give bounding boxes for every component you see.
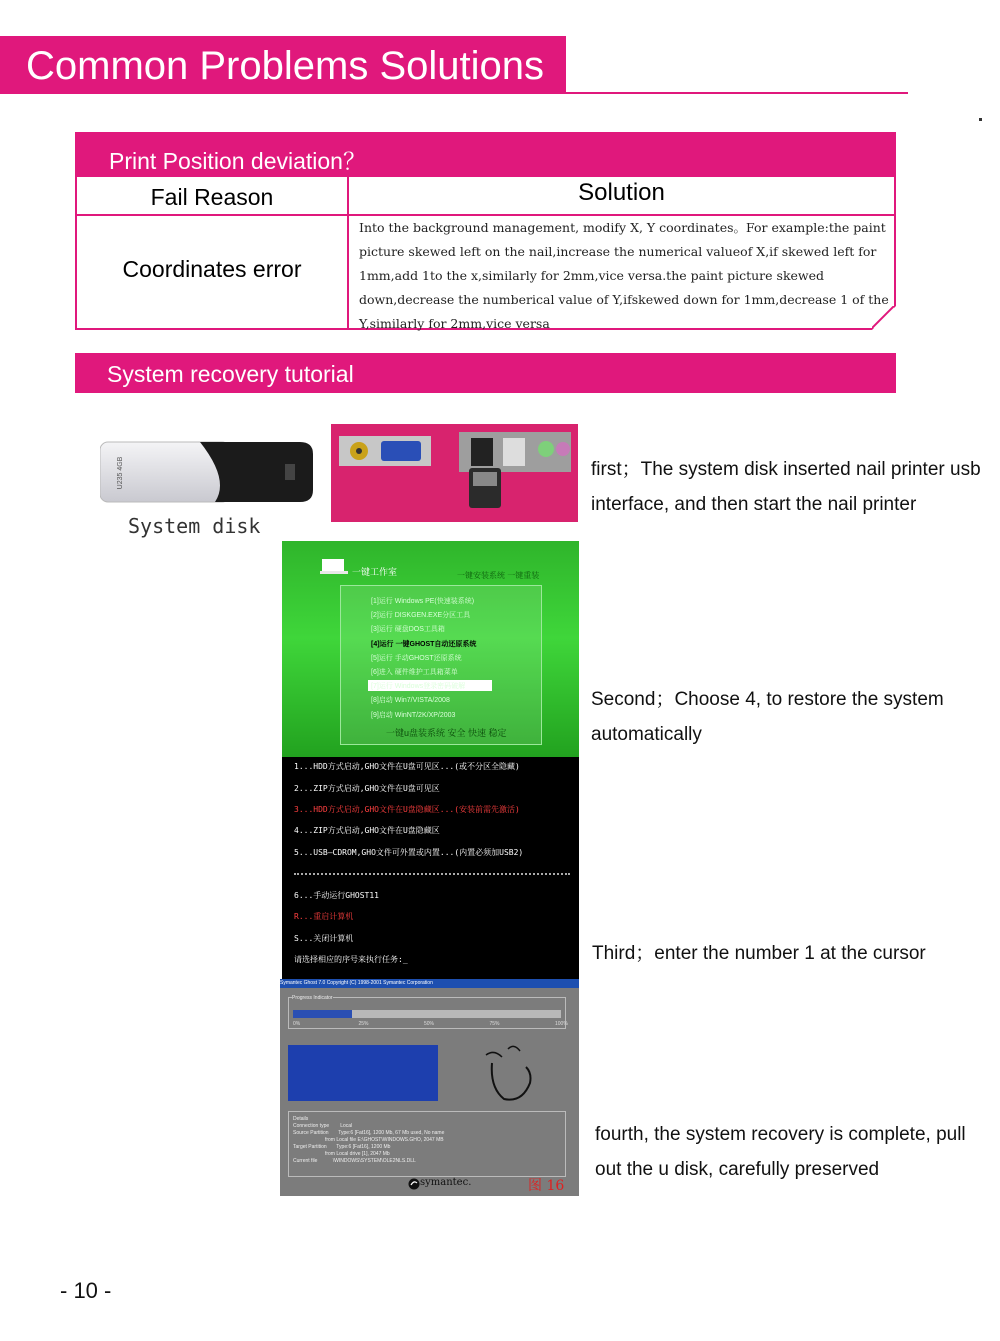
column-header-solution: Solution xyxy=(578,179,665,206)
ghost-progress-tick: 50% xyxy=(424,1021,435,1027)
ghost-statistics-panel xyxy=(288,1045,438,1101)
boot-footer: 一键u盘装系统 安全 快速 稳定 xyxy=(386,728,507,738)
computer-icon xyxy=(320,557,348,575)
ghost-progress-fill xyxy=(293,1010,352,1018)
ghost-progress-tick: 100% xyxy=(555,1021,568,1027)
boot-menu-panel xyxy=(340,585,542,745)
symantec-brand: symantec. xyxy=(420,1177,472,1188)
ghost-details-box xyxy=(288,1111,566,1177)
dos-menu-line: 请选择相应的序号来执行任务:_ xyxy=(294,955,408,964)
boot-menu-item[interactable]: [4]运行 一键GHOST自动还原系统 xyxy=(371,640,477,648)
ghost-titlebar: Symantec Ghost 7.0 Copyright (C) 1998-2001 Symantec Corporation xyxy=(280,979,579,988)
usb-port-photo xyxy=(331,424,578,522)
boot-top-text: 一键安装系统 一键重装 xyxy=(457,571,540,580)
dos-menu-line: 4...ZIP方式启动,GHO文件在U盘隐藏区 xyxy=(294,826,440,835)
recovery-section-title: System recovery tutorial xyxy=(107,361,354,387)
dos-menu-line: 1...HDD方式启动,GHO文件在U盘可见区...(或不分区全隐藏) xyxy=(294,762,520,771)
dos-menu-line: R...重启计算机 xyxy=(294,912,354,921)
boot-menu-item[interactable]: [7]运行 Windows登录密码破解 xyxy=(371,683,466,691)
page-number: - 10 - xyxy=(60,1278,112,1303)
usb-label: U235 4GB xyxy=(117,456,124,490)
problem-table xyxy=(75,132,896,330)
ghost-progress-box xyxy=(288,997,566,1029)
ghost-progress-bar xyxy=(293,1010,561,1018)
dos-menu-line: 5...USB—CDROM,GHO文件可外置或内置...(内置必须加USB2) xyxy=(294,848,524,857)
usb-caption: System disk xyxy=(128,514,261,538)
dos-menu-line: 3...HDD方式启动,GHO文件在U盘隐藏区...(安装前需先激活) xyxy=(294,805,520,814)
step-1-text: first；The system disk inserted nail printer usb interface, and then start the nail printer xyxy=(591,459,981,515)
dos-menu-screenshot xyxy=(282,757,579,979)
page-title: Common Problems Solutions xyxy=(26,44,544,88)
fail-reason-cell: Coordinates error xyxy=(122,256,302,282)
table-title: Print Position deviation？ xyxy=(109,148,366,174)
ghost-icon xyxy=(482,1043,542,1105)
dos-menu-line: S...关闭计算机 xyxy=(294,934,354,943)
column-header-fail-reason: Fail Reason xyxy=(150,184,274,210)
dot-mark xyxy=(979,118,982,121)
ghost-progress-label: Progress Indicator xyxy=(292,995,333,1001)
step-3-text: Third；enter the number 1 at the cursor xyxy=(592,943,926,964)
ghost-progress-tick: 25% xyxy=(358,1021,369,1027)
symantec-logo-icon xyxy=(408,1178,420,1190)
boot-menu-item[interactable]: [1]运行 Windows PE(快速装系统) xyxy=(371,598,475,605)
ghost-progress-tick: 0% xyxy=(293,1021,301,1027)
motherboard-ports-icon xyxy=(331,424,578,522)
boot-logo-text: 一键工作室 xyxy=(352,567,398,577)
boot-menu-item[interactable]: [9]启动 WinNT/2K/XP/2003 xyxy=(371,711,456,719)
ghost-screenshot xyxy=(280,979,579,1196)
usb-stick-image xyxy=(100,440,315,506)
boot-menu-item[interactable]: [2]运行 DISKGEN.EXE分区工具 xyxy=(371,612,471,620)
boot-menu-item[interactable]: [8]启动 Win7/VISTA/2008 xyxy=(371,697,450,705)
ghost-details-text: Details Connection type Local Source Partition Type:6 [Fat16], 1200 Mb, 67 Mb used, No name from Local file E:\GHOST\WINDOWS.GHO, 2047 MB Target Partition Type:6 [Fat16], 1200 Mb from Local drive [1], 2047 Mb Current file \WINDOWS\SYSTEM\OLE2NLS.DLL xyxy=(293,1116,445,1164)
dos-separator xyxy=(294,873,570,875)
step-4-text: fourth, the system recovery is complete, pull out the u disk, carefully preserved xyxy=(595,1124,966,1180)
recovery-section-bar xyxy=(75,353,896,393)
solution-cell: Into the background management, modify X, Y coordinates。For example:the paint picture skewed left on the nail,increase the numerical valueof X,if skewed left for 1mm,add 1to the x,similarly for 2mm,vice versa.the paint picture skewed down,decrease the numberical value of Y,ifskewed down for 1mm,decrease 1 of the Y,similarly for 2mm,vice versa xyxy=(359,220,889,331)
dos-menu-line: 6...手动运行GHOST11 xyxy=(294,891,379,900)
boot-menu-screenshot xyxy=(282,541,579,757)
boot-menu-item[interactable]: [6]进入 硬件维护工具箱菜单 xyxy=(371,669,458,676)
corner-notch xyxy=(872,306,896,330)
figure-label: 图 16 xyxy=(528,1178,565,1194)
dos-menu-line: 2...ZIP方式启动,GHO文件在U盘可见区 xyxy=(294,784,440,793)
header-underline xyxy=(0,92,908,94)
boot-menu-item[interactable]: [5]运行 手动GHOST还原系统 xyxy=(371,654,462,662)
step-2-text: Second；Choose 4, to restore the system automatically xyxy=(591,689,944,745)
boot-menu-item[interactable]: [3]运行 硬盘DOS工具箱 xyxy=(371,626,445,634)
ghost-progress-tick: 75% xyxy=(489,1021,500,1027)
